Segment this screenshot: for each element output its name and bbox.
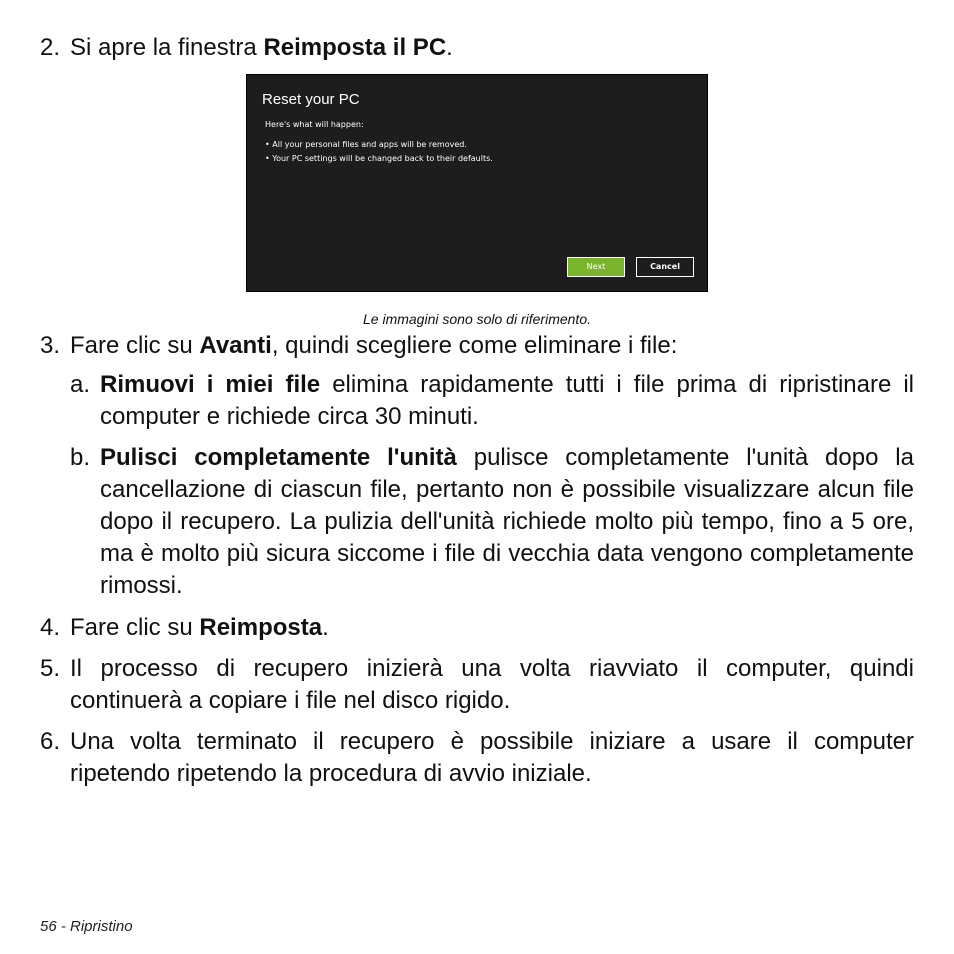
reset-pc-dialog-image (246, 74, 708, 292)
step-text-plain: Si apre la finestra (70, 34, 264, 61)
dialog-bullet: • Your PC settings will be changed back to their defaults. (265, 154, 493, 163)
step-text-bold: Reimposta il PC (263, 34, 447, 61)
step-text-plain: . (322, 614, 329, 641)
substep-text (100, 442, 914, 602)
next-button: Next (567, 257, 625, 277)
cancel-button: Cancel (636, 257, 694, 277)
substep-text-bold: Rimuovi i miei file (100, 371, 321, 398)
dialog-title: Reset your PC (262, 91, 360, 108)
step-2 (40, 32, 914, 64)
image-caption: Le immagini sono solo di riferimento. (363, 311, 591, 327)
step-text-plain: . (446, 34, 453, 61)
step-number: 5. (40, 655, 61, 682)
step-3 (40, 330, 914, 362)
dialog-subtitle: Here's what will happen: (265, 120, 364, 129)
substep-text-plain: pulisce completamente l'unità dopo la cancellazione di ciascun file, pertanto non è possibile visualizzare alcun file dopo il recupero. La pulizia dell'unità richiede molto più tempo, fino a 5 ore, ma è molto più sicura siccome i file di vecchia data vengono completamente rimossi. (100, 444, 914, 599)
step-number: 3. (40, 332, 61, 359)
step-4 (40, 612, 914, 644)
substep-text (100, 369, 914, 433)
substep-text-bold: Pulisci completamente l'unità (100, 444, 457, 471)
step-number: 6. (40, 728, 61, 755)
step-3b (70, 442, 914, 602)
page-footer: 56 - Ripristino (40, 918, 133, 935)
step-6 (40, 726, 914, 790)
step-3a (70, 369, 914, 433)
step-text (70, 32, 914, 64)
step-text: Una volta terminato il recupero è possibile iniziare a usare il computer ripetendo ripetendo la procedura di avvio iniziale. (70, 728, 914, 787)
step-text-plain: Fare clic su (70, 332, 200, 359)
step-text (70, 612, 914, 644)
step-text (70, 330, 914, 362)
step-text: Il processo di recupero inizierà una volta riavviato il computer, quindi continuerà a copiare i file nel disco rigido. (70, 655, 914, 714)
step-number: 2. (40, 34, 61, 61)
step-number: 4. (40, 614, 61, 641)
step-text-bold: Avanti (199, 332, 272, 359)
step-text-bold: Reimposta (199, 614, 323, 641)
substep-letter: b. (70, 444, 91, 471)
step-5 (40, 653, 914, 717)
substep-text-plain: elimina rapidamente tutti i file prima di ripristinare il computer e richiede circa 30 minuti. (100, 371, 915, 430)
substep-letter: a. (70, 371, 91, 398)
step-text-plain: Fare clic su (70, 614, 200, 641)
step-text-plain: , quindi scegliere come eliminare i file: (271, 332, 678, 359)
dialog-bullet: • All your personal files and apps will be removed. (265, 140, 467, 149)
